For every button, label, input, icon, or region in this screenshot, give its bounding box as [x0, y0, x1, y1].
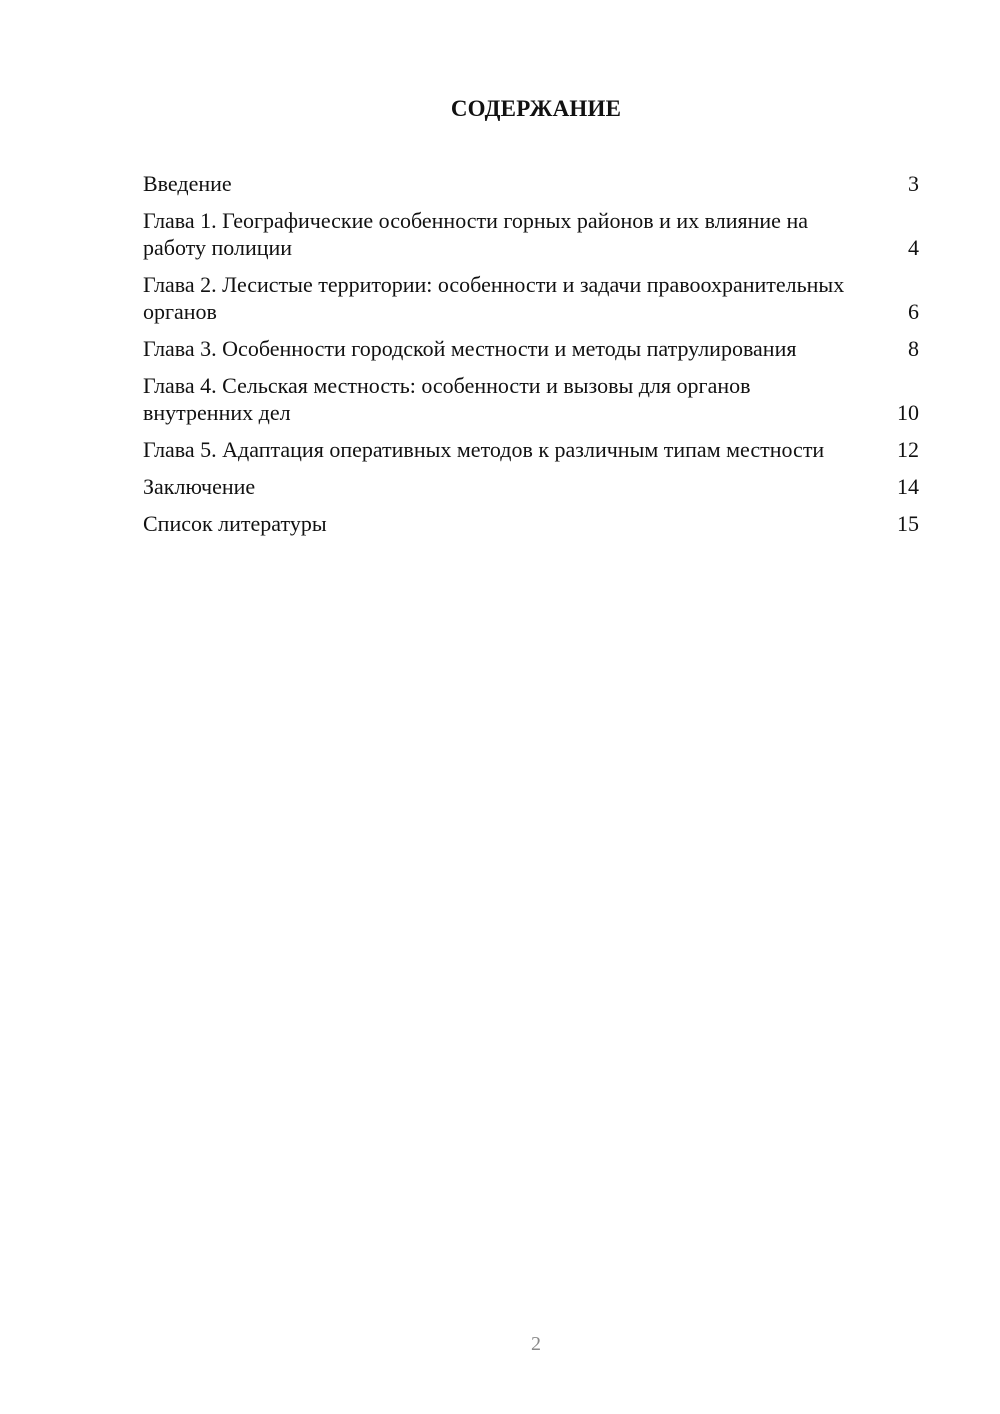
toc-entry-text: Введение	[143, 171, 232, 196]
toc-item-introduction	[143, 170, 919, 197]
toc-item-chapter-4	[143, 372, 919, 426]
toc-item-chapter-1	[143, 207, 919, 261]
toc-entry-page: 4	[908, 235, 919, 260]
toc-entry-page: 14	[897, 474, 919, 499]
toc-entry-page: 15	[897, 511, 919, 536]
toc-entry-text: Глава 4. Сельская местность: особенности и вызовы для органов внутренних дел	[143, 373, 751, 425]
table-of-contents	[143, 170, 919, 547]
toc-item-chapter-2	[143, 271, 919, 325]
toc-entry-text: Глава 3. Особенности городской местности и методы патрулирования	[143, 336, 797, 361]
toc-item-chapter-3	[143, 335, 919, 362]
toc-item-conclusion	[143, 473, 919, 500]
toc-title: СОДЕРЖАНИЕ	[450, 96, 622, 121]
toc-entry-text: Заключение	[143, 474, 256, 499]
toc-entry-page: 8	[908, 336, 919, 361]
toc-entry-text: Глава 5. Адаптация оперативных методов к различным типам местности	[143, 437, 825, 462]
toc-entry-text: Глава 1. Географические особенности горных районов и их влияние на работу полиции	[143, 208, 808, 260]
toc-entry-text: Список литературы	[143, 511, 327, 536]
toc-entry-page: 10	[897, 400, 919, 425]
toc-entry-page: 3	[908, 171, 919, 196]
toc-item-references	[143, 510, 919, 537]
toc-item-chapter-5	[143, 436, 919, 463]
toc-entry-page: 6	[908, 299, 919, 324]
toc-entry-page: 12	[897, 437, 919, 462]
page-number: 2	[531, 1333, 541, 1355]
toc-entry-text: Глава 2. Лесистые территории: особенности и задачи правоохранительных органов	[143, 272, 845, 324]
